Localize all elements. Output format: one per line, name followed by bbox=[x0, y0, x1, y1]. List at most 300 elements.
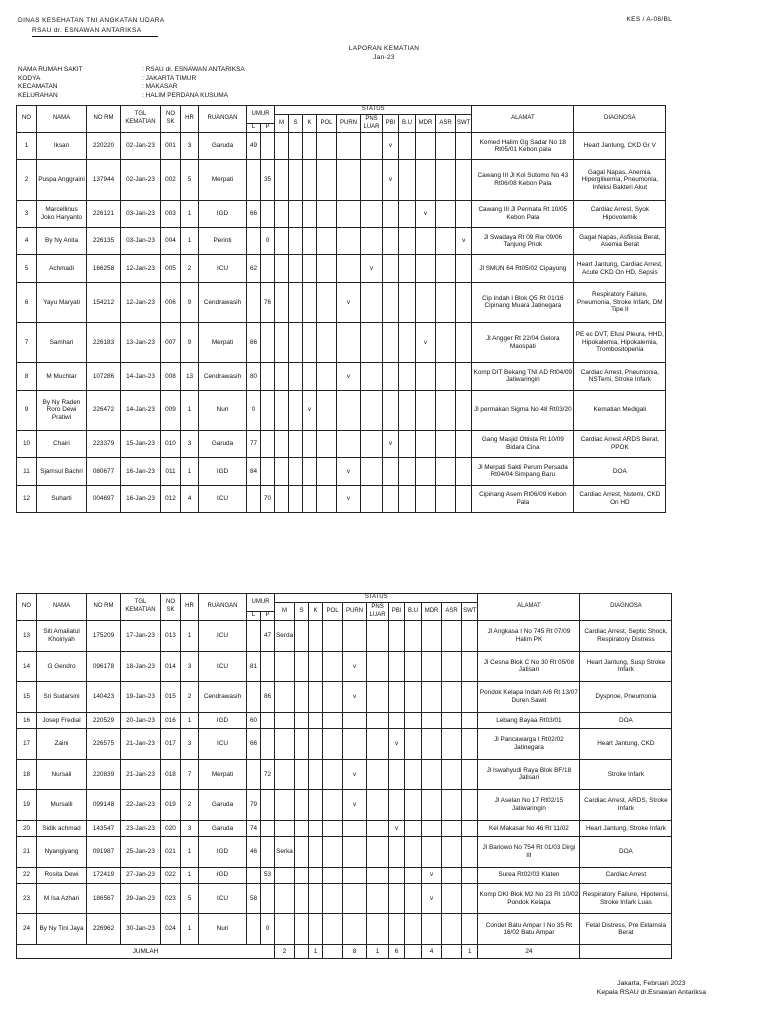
status-mark bbox=[317, 363, 337, 390]
sk-number: 015 bbox=[161, 682, 181, 713]
status-mark bbox=[295, 728, 309, 759]
patient-name: Yayu Maryati bbox=[37, 282, 87, 322]
age-female bbox=[261, 820, 275, 836]
info-key: NAMA RUMAH SAKIT bbox=[18, 66, 83, 73]
status-mark bbox=[309, 867, 323, 883]
patient-name: Rosita Dewi bbox=[37, 867, 87, 883]
address: Lebang Bayaa Rt03/01 bbox=[478, 712, 580, 728]
col-header-status-b-u: B.U bbox=[405, 603, 422, 621]
address: Gang Masjid Ottista Rt 10/09 Bidara Cina bbox=[472, 430, 574, 457]
status-mark bbox=[337, 200, 361, 227]
age-male: 84 bbox=[247, 458, 261, 485]
col-header-umur-l: L bbox=[247, 612, 261, 621]
status-mark bbox=[289, 390, 303, 430]
medical-record-number: 154212 bbox=[87, 282, 121, 322]
status-mark bbox=[337, 133, 361, 160]
row-number: 13 bbox=[17, 621, 37, 652]
status-mark: v bbox=[422, 883, 442, 914]
table-row bbox=[17, 682, 672, 713]
sk-number: 021 bbox=[161, 836, 181, 867]
status-mark bbox=[422, 914, 442, 945]
diagnosis: Heart Jantung, Susp Stroke Infark bbox=[580, 651, 672, 682]
status-mark: Serka bbox=[275, 836, 295, 867]
address: Jl Angkasa I No 745 Rt 07/09 Halim PK bbox=[478, 621, 580, 652]
status-mark bbox=[416, 458, 436, 485]
age-female bbox=[261, 883, 275, 914]
table-row bbox=[17, 485, 666, 513]
diagnosis: DOA bbox=[580, 712, 672, 728]
status-mark bbox=[295, 759, 309, 790]
status-mark bbox=[323, 914, 343, 945]
total-status-count: 4 bbox=[422, 945, 442, 959]
status-mark: v bbox=[389, 820, 405, 836]
status-mark bbox=[275, 160, 289, 200]
days-hospitalized: 3 bbox=[181, 820, 199, 836]
status-mark bbox=[343, 914, 367, 945]
status-mark bbox=[295, 790, 309, 821]
sk-number: 005 bbox=[161, 255, 181, 282]
status-mark bbox=[456, 133, 472, 160]
days-hospitalized: 1 bbox=[181, 621, 199, 652]
status-mark bbox=[405, 712, 422, 728]
address: Cipinang Asem Rt06/09 Kebon Pala bbox=[472, 485, 574, 513]
status-mark bbox=[367, 621, 389, 652]
row-number: 17 bbox=[17, 728, 37, 759]
status-mark bbox=[389, 867, 405, 883]
status-mark bbox=[295, 682, 309, 713]
status-mark bbox=[323, 651, 343, 682]
status-mark bbox=[323, 621, 343, 652]
status-mark bbox=[275, 255, 289, 282]
status-mark bbox=[303, 200, 317, 227]
col-header-status-asr: ASR bbox=[436, 115, 456, 133]
status-mark bbox=[323, 712, 343, 728]
row-number: 3 bbox=[17, 200, 37, 227]
col-header-nama: NAMA bbox=[37, 106, 87, 133]
ward: Cendrawasih bbox=[199, 682, 247, 713]
age-male: 60 bbox=[247, 712, 261, 728]
total-status-count: 1 bbox=[367, 945, 389, 959]
death-date: 21-Jan-23 bbox=[121, 728, 161, 759]
medical-record-number: 220529 bbox=[87, 712, 121, 728]
status-mark bbox=[436, 227, 456, 254]
diagnosis: Heart Jantung, CKD Gr V bbox=[574, 133, 666, 160]
death-date: 12-Jan-23 bbox=[121, 255, 161, 282]
signer-title: Kepala RSAU dr.Esnawan Antariksa bbox=[596, 989, 706, 996]
status-mark bbox=[275, 759, 295, 790]
age-male: 74 bbox=[247, 820, 261, 836]
status-mark bbox=[361, 458, 383, 485]
status-mark bbox=[361, 322, 383, 362]
diagnosis: Heart Jantung, Stroke Infark bbox=[580, 820, 672, 836]
status-mark bbox=[309, 621, 323, 652]
status-mark bbox=[383, 282, 399, 322]
row-number: 11 bbox=[17, 458, 37, 485]
info-value: : JAKARTA TIMUR bbox=[142, 74, 197, 82]
status-mark bbox=[456, 282, 472, 322]
header-row bbox=[17, 594, 672, 603]
age-female bbox=[261, 430, 275, 457]
status-mark bbox=[442, 883, 462, 914]
table-row bbox=[17, 914, 672, 945]
status-mark bbox=[383, 200, 399, 227]
diagnosis: Cardiac Arrest, Pneumonia, NSTemi, Stroke Infark bbox=[574, 363, 666, 390]
row-number: 1 bbox=[17, 133, 37, 160]
ward: IGD bbox=[199, 458, 247, 485]
status-mark bbox=[343, 883, 367, 914]
row-number: 18 bbox=[17, 759, 37, 790]
status-mark bbox=[422, 836, 442, 867]
table-row bbox=[17, 621, 672, 652]
status-mark bbox=[389, 621, 405, 652]
status-mark bbox=[309, 914, 323, 945]
death-date: 21-Jan-23 bbox=[121, 759, 161, 790]
status-mark bbox=[303, 485, 317, 513]
status-mark bbox=[367, 836, 389, 867]
total-status-count: 2 bbox=[275, 945, 295, 959]
sk-number: 008 bbox=[161, 363, 181, 390]
col-header-status-pol: POL bbox=[323, 603, 343, 621]
status-mark bbox=[442, 790, 462, 821]
status-mark bbox=[337, 322, 361, 362]
status-mark bbox=[295, 883, 309, 914]
col-header-alamat: ALAMAT bbox=[478, 594, 580, 621]
table-row bbox=[17, 867, 672, 883]
sk-number: 001 bbox=[161, 133, 181, 160]
days-hospitalized: 9 bbox=[181, 282, 199, 322]
status-mark bbox=[317, 133, 337, 160]
status-mark bbox=[289, 160, 303, 200]
age-male bbox=[247, 867, 261, 883]
total-status-count: 8 bbox=[343, 945, 367, 959]
status-mark bbox=[367, 883, 389, 914]
death-report-table-2 bbox=[16, 593, 672, 959]
medical-record-number: 220839 bbox=[87, 759, 121, 790]
death-report-table-1 bbox=[16, 105, 666, 513]
status-mark bbox=[442, 651, 462, 682]
col-header-status-pol: POL bbox=[317, 115, 337, 133]
ward: IGD bbox=[199, 836, 247, 867]
ward: Garuda bbox=[199, 820, 247, 836]
patient-name: G Gendro bbox=[37, 651, 87, 682]
hospital-info bbox=[18, 66, 245, 100]
days-hospitalized: 1 bbox=[181, 914, 199, 945]
status-mark: v bbox=[383, 160, 399, 200]
org-line-2: RSAU dr. ESNAWAN ANTARIKSA bbox=[32, 26, 158, 37]
status-mark bbox=[456, 255, 472, 282]
days-hospitalized: 4 bbox=[181, 485, 199, 513]
death-date: 13-Jan-23 bbox=[121, 322, 161, 362]
status-mark bbox=[405, 728, 422, 759]
col-header-status-k: K bbox=[303, 115, 317, 133]
sk-number: 012 bbox=[161, 485, 181, 513]
status-mark bbox=[462, 914, 478, 945]
patient-name: By Ny Anita bbox=[37, 227, 87, 254]
status-mark bbox=[343, 712, 367, 728]
total-status-count bbox=[442, 945, 462, 959]
status-mark bbox=[337, 227, 361, 254]
status-mark bbox=[456, 322, 472, 362]
medical-record-number: 004697 bbox=[87, 485, 121, 513]
status-mark bbox=[442, 820, 462, 836]
status-mark bbox=[309, 712, 323, 728]
status-mark bbox=[462, 759, 478, 790]
row-number: 20 bbox=[17, 820, 37, 836]
status-mark bbox=[462, 820, 478, 836]
age-male: 58 bbox=[247, 883, 261, 914]
status-mark bbox=[323, 728, 343, 759]
totals-label: JUMLAH bbox=[17, 945, 275, 959]
col-header-diagnosa: DIAGNOSA bbox=[580, 594, 672, 621]
row-number: 21 bbox=[17, 836, 37, 867]
table-row bbox=[17, 390, 666, 430]
status-mark bbox=[275, 485, 289, 513]
days-hospitalized: 13 bbox=[181, 363, 199, 390]
age-female bbox=[261, 836, 275, 867]
place-date: Jakarta, Februari 2023 bbox=[617, 980, 686, 987]
age-female: 47 bbox=[261, 621, 275, 652]
status-mark bbox=[295, 621, 309, 652]
status-mark bbox=[422, 651, 442, 682]
address: Jl Aselan No 17 Rt02/15 Jatiwaringin bbox=[478, 790, 580, 821]
sk-number: 017 bbox=[161, 728, 181, 759]
status-mark bbox=[275, 363, 289, 390]
status-mark bbox=[361, 282, 383, 322]
status-mark bbox=[383, 390, 399, 430]
patient-name: M Isa Azhari bbox=[37, 883, 87, 914]
table-row bbox=[17, 322, 666, 362]
table-row bbox=[17, 759, 672, 790]
status-mark bbox=[275, 712, 295, 728]
col-header-status-b-u: B.U bbox=[399, 115, 416, 133]
death-date: 03-Jan-23 bbox=[121, 227, 161, 254]
row-number: 19 bbox=[17, 790, 37, 821]
status-mark bbox=[389, 759, 405, 790]
sk-number: 022 bbox=[161, 867, 181, 883]
ward: ICU bbox=[199, 651, 247, 682]
col-header-umur: UMUR bbox=[247, 594, 275, 612]
age-female bbox=[261, 255, 275, 282]
age-male: 77 bbox=[247, 430, 261, 457]
status-mark bbox=[337, 255, 361, 282]
diagnosis: Heart Jantung, CKD bbox=[580, 728, 672, 759]
death-date: 17-Jan-23 bbox=[121, 621, 161, 652]
status-mark: v bbox=[383, 133, 399, 160]
col-header-umur-p: P bbox=[261, 612, 275, 621]
status-mark bbox=[456, 390, 472, 430]
col-header-alamat: ALAMAT bbox=[472, 106, 574, 133]
table-row bbox=[17, 712, 672, 728]
status-mark: v bbox=[422, 867, 442, 883]
status-mark: Serda bbox=[275, 621, 295, 652]
sk-number: 019 bbox=[161, 790, 181, 821]
ward: Garuda bbox=[199, 133, 247, 160]
status-mark bbox=[462, 867, 478, 883]
days-hospitalized: 2 bbox=[181, 255, 199, 282]
col-header-status-pns-luar: PNS LUAR bbox=[361, 115, 383, 133]
ward: Cendrawasih bbox=[199, 363, 247, 390]
status-mark bbox=[317, 485, 337, 513]
table-row bbox=[17, 282, 666, 322]
death-date: 14-Jan-23 bbox=[121, 390, 161, 430]
status-mark bbox=[367, 914, 389, 945]
diagnosis: Cardiac Arrest, Septic Shock, Respiratory Distress bbox=[580, 621, 672, 652]
days-hospitalized: 1 bbox=[181, 712, 199, 728]
status-mark bbox=[383, 363, 399, 390]
age-male: 81 bbox=[247, 651, 261, 682]
status-mark bbox=[416, 485, 436, 513]
death-date: 14-Jan-23 bbox=[121, 363, 161, 390]
col-header-status-s: S bbox=[295, 603, 309, 621]
status-mark bbox=[389, 790, 405, 821]
age-male bbox=[247, 282, 261, 322]
report-period: Jan-23 bbox=[373, 54, 395, 61]
ward: ICU bbox=[199, 621, 247, 652]
medical-record-number: 220220 bbox=[87, 133, 121, 160]
ward: IGD bbox=[199, 712, 247, 728]
sk-number: 003 bbox=[161, 200, 181, 227]
status-mark bbox=[317, 282, 337, 322]
status-mark bbox=[442, 836, 462, 867]
days-hospitalized: 7 bbox=[181, 759, 199, 790]
status-mark bbox=[399, 458, 416, 485]
medical-record-number: 140423 bbox=[87, 682, 121, 713]
status-mark: v bbox=[343, 790, 367, 821]
patient-name: Josep Fredial bbox=[37, 712, 87, 728]
status-mark bbox=[309, 682, 323, 713]
status-mark bbox=[289, 363, 303, 390]
age-female bbox=[261, 712, 275, 728]
status-mark bbox=[323, 883, 343, 914]
patient-name: By Ny Raden Roro Dewi Pratiwi bbox=[37, 390, 87, 430]
diagnosis: Fetal Distress, Pre Eklamsia Berat bbox=[580, 914, 672, 945]
table-row bbox=[17, 836, 672, 867]
patient-name: Nyangiyang bbox=[37, 836, 87, 867]
status-mark bbox=[317, 322, 337, 362]
status-mark bbox=[399, 200, 416, 227]
age-male: 80 bbox=[247, 363, 261, 390]
diagnosis: Gagal Napas, Asfiksia Berat, Asemia Berat bbox=[574, 227, 666, 254]
status-mark bbox=[309, 728, 323, 759]
status-mark bbox=[462, 682, 478, 713]
death-date: 18-Jan-23 bbox=[121, 651, 161, 682]
status-mark: v bbox=[383, 430, 399, 457]
status-mark bbox=[462, 790, 478, 821]
status-mark bbox=[367, 651, 389, 682]
status-mark bbox=[462, 883, 478, 914]
diagnosis: Cardiac Arrest ARDS Berat, PPOK bbox=[574, 430, 666, 457]
info-row bbox=[18, 66, 245, 75]
table-row bbox=[17, 255, 666, 282]
col-header-status-k: K bbox=[309, 603, 323, 621]
status-mark bbox=[309, 836, 323, 867]
status-mark bbox=[289, 485, 303, 513]
diagnosis: Cardiac Arrest, Syok Hipovolemik bbox=[574, 200, 666, 227]
status-mark bbox=[309, 759, 323, 790]
status-mark bbox=[436, 485, 456, 513]
age-male: 79 bbox=[247, 790, 261, 821]
medical-record-number: 226135 bbox=[87, 227, 121, 254]
medical-record-number: 137944 bbox=[87, 160, 121, 200]
status-mark bbox=[289, 282, 303, 322]
age-female: 0 bbox=[261, 914, 275, 945]
diagnosis: Respiratory Failure, Hipotensi, Stroke Infark Luas bbox=[580, 883, 672, 914]
status-mark bbox=[275, 728, 295, 759]
medical-record-number: 226575 bbox=[87, 728, 121, 759]
address: Kel Makasar No 46 Rt 11/02 bbox=[478, 820, 580, 836]
status-mark bbox=[442, 682, 462, 713]
days-hospitalized: 1 bbox=[181, 390, 199, 430]
ward: Garuda bbox=[199, 790, 247, 821]
address: Pondok Kelapa Indah A/6 Rt 13/07 Duren Sawit bbox=[478, 682, 580, 713]
status-mark bbox=[405, 621, 422, 652]
status-mark bbox=[456, 200, 472, 227]
col-header-hr: HR bbox=[181, 106, 199, 133]
diagnosis: Cardiac Arrest, ARDS, Stroke Infark bbox=[580, 790, 672, 821]
status-mark: v bbox=[416, 322, 436, 362]
status-mark bbox=[436, 282, 456, 322]
status-mark bbox=[309, 883, 323, 914]
status-mark bbox=[462, 836, 478, 867]
status-mark bbox=[405, 790, 422, 821]
ward: ICU bbox=[199, 485, 247, 513]
status-mark bbox=[416, 363, 436, 390]
sk-number: 009 bbox=[161, 390, 181, 430]
status-mark: v bbox=[303, 390, 317, 430]
days-hospitalized: 3 bbox=[181, 430, 199, 457]
days-hospitalized: 1 bbox=[181, 458, 199, 485]
status-mark: v bbox=[343, 651, 367, 682]
status-mark bbox=[416, 255, 436, 282]
status-mark bbox=[275, 133, 289, 160]
medical-record-number: 143547 bbox=[87, 820, 121, 836]
status-mark bbox=[367, 820, 389, 836]
status-mark bbox=[317, 200, 337, 227]
status-mark bbox=[295, 820, 309, 836]
row-number: 8 bbox=[17, 363, 37, 390]
medical-record-number: 172419 bbox=[87, 867, 121, 883]
address: Jl Pancawarga I Rt02/02 Jatinegara bbox=[478, 728, 580, 759]
status-mark bbox=[361, 133, 383, 160]
col-header-no-rm: NO RM bbox=[87, 106, 121, 133]
status-mark bbox=[361, 485, 383, 513]
diagnosis: PE ec DVT, Efusi Pleura, HHD, Hipokalemia, Hipokalemia, Trombositopenia bbox=[574, 322, 666, 362]
age-male bbox=[247, 160, 261, 200]
diagnosis: DOA bbox=[574, 458, 666, 485]
days-hospitalized: 3 bbox=[181, 133, 199, 160]
status-mark bbox=[275, 651, 295, 682]
age-male: 62 bbox=[247, 255, 261, 282]
col-header-status-pbi: PBI bbox=[383, 115, 399, 133]
status-mark bbox=[367, 867, 389, 883]
medical-record-number: 091987 bbox=[87, 836, 121, 867]
age-male bbox=[247, 227, 261, 254]
ward: Garuda bbox=[199, 430, 247, 457]
status-mark bbox=[289, 200, 303, 227]
status-mark bbox=[275, 322, 289, 362]
address: Jl Bariowo No 754 Rt 01/03 Dirgi III bbox=[478, 836, 580, 867]
row-number: 14 bbox=[17, 651, 37, 682]
row-number: 22 bbox=[17, 867, 37, 883]
status-mark bbox=[317, 255, 337, 282]
patient-name: Suharti bbox=[37, 485, 87, 513]
diagnosis: Dyspnoe, Pneumonia bbox=[580, 682, 672, 713]
status-mark: v bbox=[337, 282, 361, 322]
status-mark bbox=[436, 390, 456, 430]
status-mark bbox=[323, 836, 343, 867]
col-header-no-sk: NO SK bbox=[161, 106, 181, 133]
row-number: 6 bbox=[17, 282, 37, 322]
